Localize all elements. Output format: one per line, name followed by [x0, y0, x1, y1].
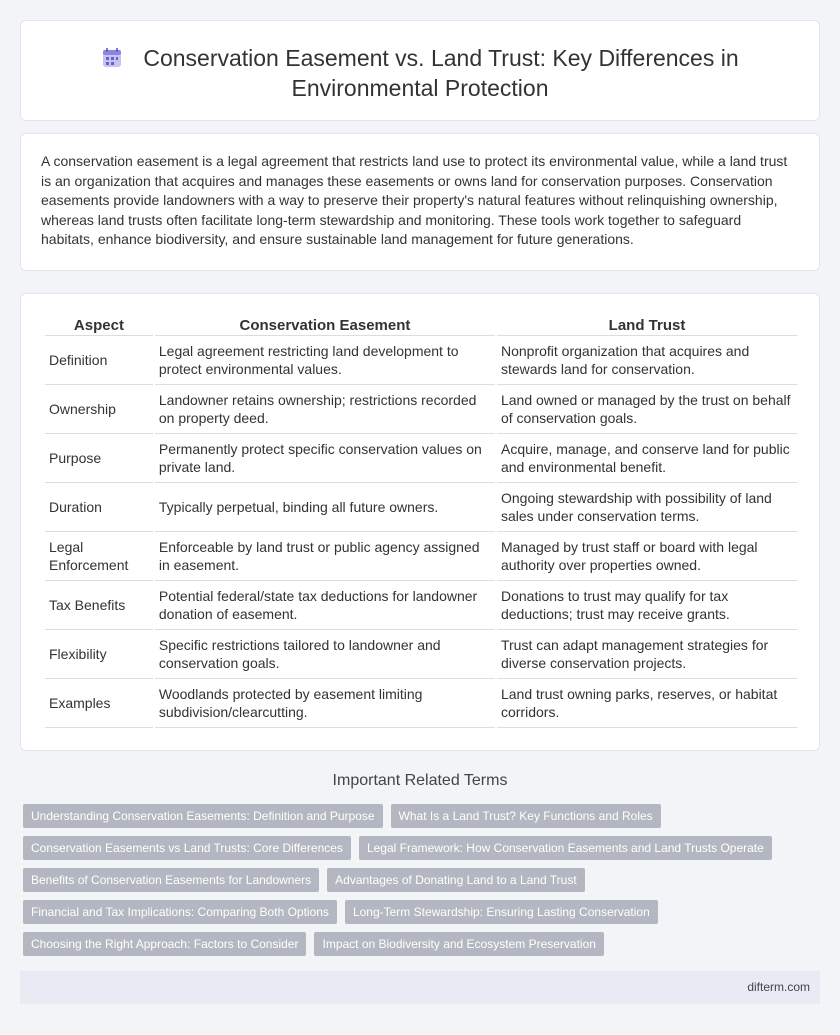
related-term-link[interactable]: Understanding Conservation Easements: Definition and Purpose [23, 804, 383, 828]
aspect-cell: Legal Enforcement [45, 532, 153, 581]
table-row [45, 483, 797, 532]
title-line-2: Environmental Protection [291, 75, 549, 101]
easement-cell: Legal agreement restricting land development to protect environmental values. [155, 336, 495, 385]
related-term-link[interactable]: Legal Framework: How Conservation Easements and Land Trusts Operate [359, 836, 772, 860]
easement-cell: Landowner retains ownership; restrictions recorded on property deed. [155, 385, 495, 434]
land-trust-cell: Trust can adapt management strategies for diverse conservation projects. [497, 630, 797, 679]
aspect-cell: Examples [45, 679, 153, 728]
land-trust-cell: Land trust owning parks, reserves, or habitat corridors. [497, 679, 797, 728]
intro-card [20, 133, 820, 271]
comparison-card [20, 293, 820, 751]
easement-cell: Specific restrictions tailored to landowner and conservation goals. [155, 630, 495, 679]
table-row [45, 630, 797, 679]
header-land-trust: Land Trust [497, 316, 797, 336]
table-row [45, 679, 797, 728]
easement-cell: Woodlands protected by easement limiting subdivision/clearcutting. [155, 679, 495, 728]
land-trust-cell: Acquire, manage, and conserve land for public and environmental benefit. [497, 434, 797, 483]
footer-site-link[interactable]: difterm.com [747, 980, 810, 994]
header-conservation-easement: Conservation Easement [155, 316, 495, 336]
table-row [45, 336, 797, 385]
page-title [21, 43, 819, 103]
easement-cell: Enforceable by land trust or public agency assigned in easement. [155, 532, 495, 581]
related-term-link[interactable]: Financial and Tax Implications: Comparing Both Options [23, 900, 337, 924]
calendar-icon [101, 47, 123, 69]
land-trust-cell: Managed by trust staff or board with legal authority over properties owned. [497, 532, 797, 581]
easement-cell: Permanently protect specific conservation values on private land. [155, 434, 495, 483]
table-row [45, 581, 797, 630]
related-term-link[interactable]: Long-Term Stewardship: Ensuring Lasting Conservation [345, 900, 658, 924]
land-trust-cell: Donations to trust may qualify for tax deductions; trust may receive grants. [497, 581, 797, 630]
easement-cell: Potential federal/state tax deductions for landowner donation of easement. [155, 581, 495, 630]
related-term-link[interactable]: Benefits of Conservation Easements for Landowners [23, 868, 319, 892]
intro-paragraph: A conservation easement is a legal agreement that restricts land use to protect its environmental value, while a land trust is an organization that acquires and manages these easements or owns land for conservation purposes. Conservation easements provide landowners with a way to preserve their property's natural features without relinquishing ownership, whereas land trusts often facilitate long-term stewardship and monitoring. These tools work together to safeguard habitats, enhance biodiversity, and ensure sustainable land management for future generations. [41, 153, 788, 248]
comparison-table [43, 316, 799, 728]
aspect-cell: Tax Benefits [45, 581, 153, 630]
table-row [45, 385, 797, 434]
land-trust-cell: Land owned or managed by the trust on behalf of conservation goals. [497, 385, 797, 434]
related-term-link[interactable]: Impact on Biodiversity and Ecosystem Preservation [314, 932, 603, 956]
aspect-cell: Definition [45, 336, 153, 385]
aspect-cell: Ownership [45, 385, 153, 434]
footer [20, 971, 820, 1004]
land-trust-cell: Ongoing stewardship with possibility of land sales under conservation terms. [497, 483, 797, 532]
related-term-link[interactable]: Advantages of Donating Land to a Land Trust [327, 868, 585, 892]
table-header-row [45, 316, 797, 336]
table-row [45, 532, 797, 581]
aspect-cell: Purpose [45, 434, 153, 483]
title-line-1: Conservation Easement vs. Land Trust: Key Differences in [143, 45, 739, 71]
aspect-cell: Duration [45, 483, 153, 532]
related-terms-list [23, 804, 823, 956]
header-card [20, 20, 820, 121]
related-term-link[interactable]: Conservation Easements vs Land Trusts: Core Differences [23, 836, 351, 860]
table-row [45, 434, 797, 483]
related-terms-heading: Important Related Terms [332, 772, 508, 789]
easement-cell: Typically perpetual, binding all future owners. [155, 483, 495, 532]
related-term-link[interactable]: What Is a Land Trust? Key Functions and Roles [391, 804, 661, 828]
land-trust-cell: Nonprofit organization that acquires and stewards land for conservation. [497, 336, 797, 385]
related-term-link[interactable]: Choosing the Right Approach: Factors to Consider [23, 932, 306, 956]
aspect-cell: Flexibility [45, 630, 153, 679]
header-aspect: Aspect [45, 316, 153, 336]
